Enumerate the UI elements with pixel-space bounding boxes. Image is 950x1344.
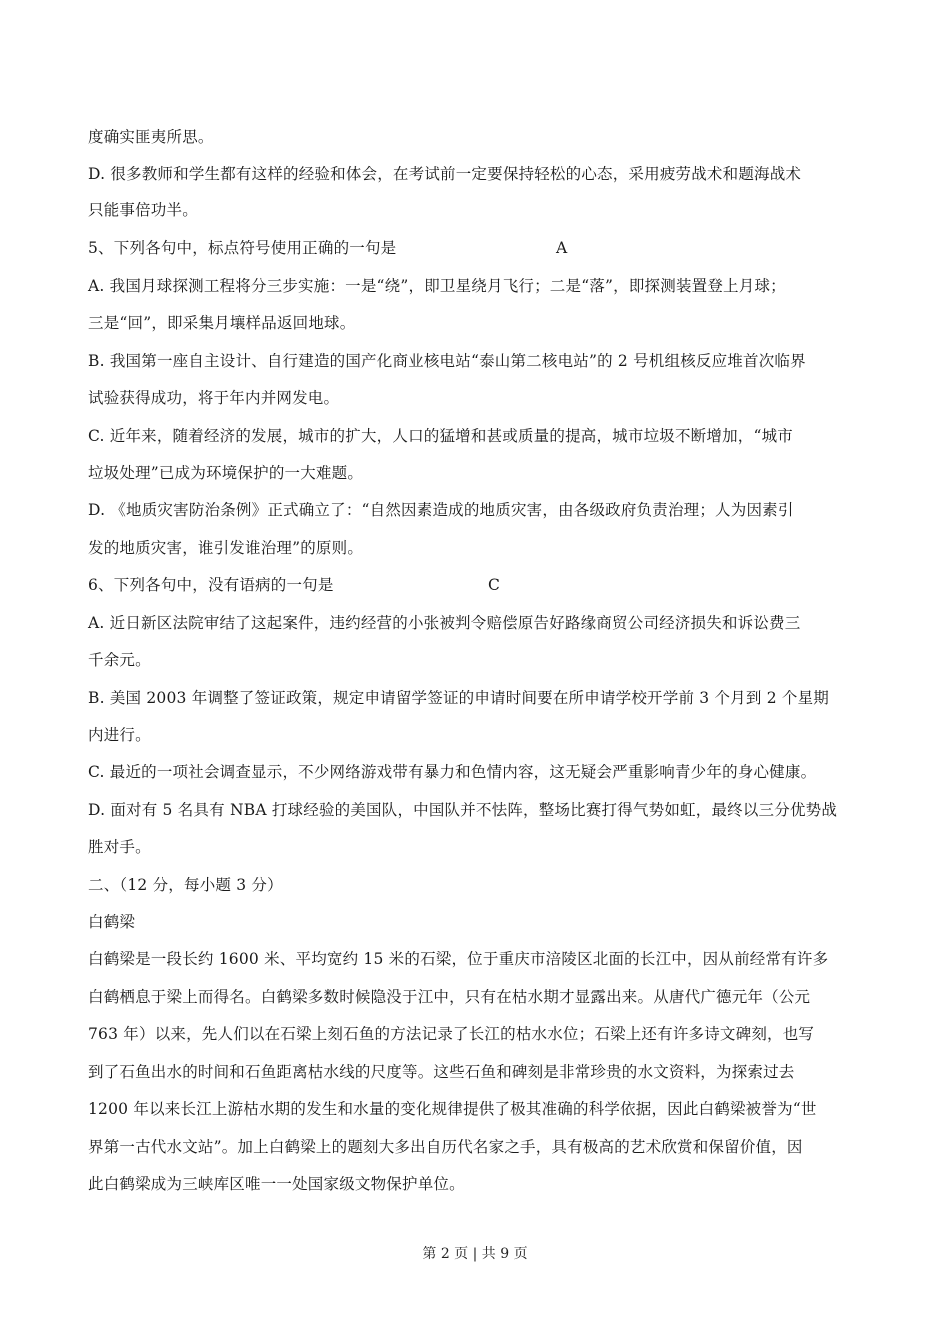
text-line: D. 很多教师和学生都有这样的经验和体会，在考试前一定要保持轻松的心态，采用疲劳战术和题海战术 — [88, 165, 802, 183]
passage-line: 1200 年以来长江上游枯水期的发生和水量的变化规律提供了极其准确的科学依据，因此白鹤梁被誉为“世 — [88, 1100, 817, 1118]
text-line: 发的地质灾害，谁引发谁治理”的原则。 — [88, 539, 364, 557]
text-line: C. 近年来，随着经济的发展，城市的扩大，人口的猛增和甚或质量的提高，城市垃圾不断增加，“城市 — [88, 427, 793, 445]
passage-title: 白鹤梁 — [88, 913, 136, 931]
text-line: 内进行。 — [88, 726, 151, 744]
text-line: 千余元。 — [88, 651, 151, 669]
text-line: B. 我国第一座自主设计、自行建造的国产化商业核电站“泰山第二核电站”的 2 号机组核反应堆首次临界 — [88, 352, 806, 370]
text-line: 垃圾处理”已成为环境保护的一大难题。 — [88, 464, 364, 482]
passage-line: 白鹤梁是一段长约 1600 米、平均宽约 15 米的石梁，位于重庆市涪陵区北面的长江中，因从前经常有许多 — [88, 950, 829, 968]
question-5-stem: 5、下列各句中，标点符号使用正确的一句是 — [88, 239, 397, 257]
question-5-answer: A — [556, 239, 568, 257]
text-line: A. 近日新区法院审结了这起案件，违约经营的小张被判令赔偿原告好路缘商贸公司经济损失和诉讼费三 — [88, 614, 801, 632]
text-line: 试验获得成功，将于年内并网发电。 — [88, 389, 340, 407]
page-footer: 第 2 页 | 共 9 页 — [422, 1246, 528, 1262]
text-line: 胜对手。 — [88, 838, 151, 856]
passage-line: 界第一古代水文站”。加上白鹤梁上的题刻大多出自历代名家之手，具有极高的艺术欣赏和保留价值，因 — [88, 1138, 803, 1156]
passage-line: 白鹤栖息于梁上而得名。白鹤梁多数时候隐没于江中，只有在枯水期才显露出来。从唐代广德元年（公元 — [88, 988, 811, 1006]
text-line: 三是“回”，即采集月壤样品返回地球。 — [88, 314, 356, 332]
text-line: 只能事倍功半。 — [88, 201, 198, 219]
text-line: A. 我国月球探测工程将分三步实施：一是“绕”，即卫星绕月飞行；二是“落”，即探测装置登上月球； — [88, 277, 786, 295]
text-line: B. 美国 2003 年调整了签证政策，规定申请留学签证的申请时间要在所申请学校开学前 3 个月到 2 个星期 — [88, 689, 829, 707]
passage-line: 到了石鱼出水的时间和石鱼距离枯水线的尺度等。这些石鱼和碑刻是非常珍贵的水文资料，为探索过去 — [88, 1063, 795, 1081]
text-line: D. 面对有 5 名具有 NBA 打球经验的美国队，中国队并不怯阵，整场比赛打得气势如虹，最终以三分优势战 — [88, 801, 838, 819]
text-line: D. 《地质灾害防治条例》正式确立了：“自然因素造成的地质灾害，由各级政府负责治理；人为因素引 — [88, 501, 794, 519]
text-line: 度确实匪夷所思。 — [88, 128, 214, 146]
text-line: C. 最近的一项社会调查显示，不少网络游戏带有暴力和色情内容，这无疑会严重影响青少年的身心健康。 — [88, 763, 817, 781]
passage-line: 此白鹤梁成为三峡库区唯一一处国家级文物保护单位。 — [88, 1175, 465, 1193]
section-heading: 二、（12 分，每小题 3 分） — [88, 876, 283, 894]
passage-line: 763 年）以来，先人们以在石梁上刻石鱼的方法记录了长江的枯水水位；石梁上还有许多诗文碑刻，也写 — [88, 1025, 815, 1043]
question-6-answer: C — [488, 576, 500, 594]
question-6-stem: 6、下列各句中，没有语病的一句是 — [88, 576, 334, 594]
